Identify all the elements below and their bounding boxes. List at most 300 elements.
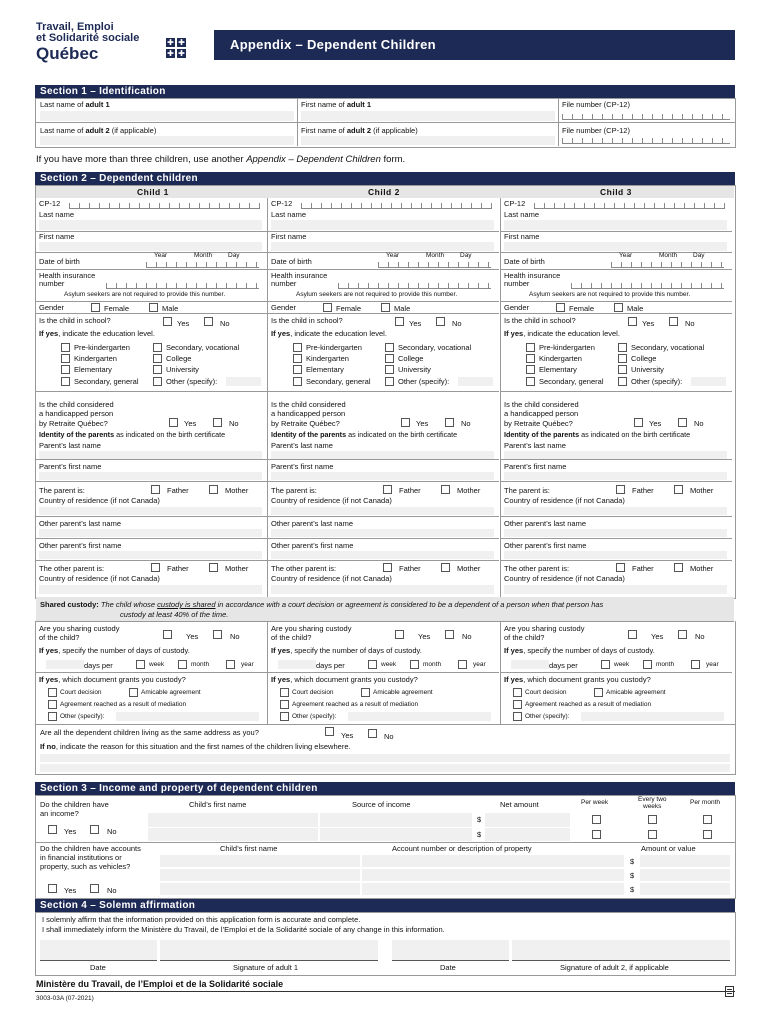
child2-school-yes-checkbox[interactable] [395,317,404,326]
child2-male-checkbox[interactable] [381,303,390,312]
child3-in-school-label: Is the child in school? [504,316,576,325]
income-yes-checkbox[interactable] [48,825,57,834]
child3-other-checkbox[interactable] [618,377,627,386]
child3-secvoc-checkbox[interactable] [618,343,627,352]
child3-other-last-input[interactable] [504,529,727,537]
child1-univ-checkbox[interactable] [153,365,162,374]
custody1-yes-label: Yes [186,632,199,641]
child1-prek-checkbox[interactable] [61,343,70,352]
if-no-reason: If no, indicate the reason for this situation and the first names of the children living elsewhere. [40,742,351,751]
child1-other-label: Other (specify): [166,377,218,386]
child3-parent-last-input[interactable] [504,451,727,459]
child2-country-input[interactable] [271,507,494,515]
footer-form-code: 3003-03A (07-2021) [36,995,94,1002]
child2-school-no-checkbox[interactable] [436,317,445,326]
child2-other-last-input[interactable] [271,529,494,537]
child1-parent-first-input[interactable] [39,472,262,480]
child3-day-label: Day [693,252,705,259]
custody1-year-label: year [241,661,254,668]
child3-parent-is-label: The parent is: [504,486,550,495]
child2-secvoc-checkbox[interactable] [385,343,394,352]
custody1-doc-label: If yes, which document grants you custody? [39,675,186,684]
child2-parent-first-input[interactable] [271,472,494,480]
child2-female-checkbox[interactable] [323,303,332,312]
child3-gender-label: Gender [504,303,530,312]
child2-secvoc-label: Secondary, vocational [398,343,472,352]
custody1-other-label: Other (specify): [60,713,105,720]
custody2-days-label: If yes, specify the number of days of custody. [271,646,422,655]
child3-univ-label: University [631,365,664,374]
custody2-year-checkbox[interactable] [458,660,467,669]
child1-college-label: College [166,354,192,363]
child2-other-father-checkbox[interactable] [383,563,392,572]
child1-other-first-label: Other parent’s first name [39,541,122,550]
child3-kinder-checkbox[interactable] [526,354,535,363]
child2-other-country-label: Country of residence (if not Canada) [271,574,392,583]
child3-parent-father-label: Father [632,486,654,495]
child3-parent-father-checkbox[interactable] [616,485,625,494]
child1-first-name-input[interactable] [39,242,262,251]
child1-other-edu-input[interactable] [226,377,261,386]
accounts-row1-name[interactable] [160,855,360,867]
child1-other-country-input[interactable] [39,585,262,594]
child3-other-mother-checkbox[interactable] [674,563,683,572]
custody2-other-checkbox[interactable] [280,712,289,721]
child3-country-input[interactable] [504,507,727,515]
child1-college-checkbox[interactable] [153,354,162,363]
custody1-court-checkbox[interactable] [48,688,57,697]
child2-last-name-input[interactable] [271,220,494,230]
child1-gender-label: Gender [39,303,65,312]
child1-parent-last-input[interactable] [39,451,262,459]
custody3-week-label: week [614,661,630,668]
child1-handi-no-checkbox[interactable] [213,418,222,427]
child3-cp12-input[interactable] [534,203,725,209]
child2-dob-label: Date of birth [271,257,312,266]
child3-school-no-label: No [685,319,695,328]
child2-header: Child 2 [368,187,400,197]
income-row2-twoweeks[interactable] [648,830,657,839]
custody3-no-label: No [695,632,705,641]
child2-other-checkbox[interactable] [385,377,394,386]
accounts-row1-desc[interactable] [362,855,624,867]
income-question-1: Do the children have [40,800,109,809]
child2-parent-father-label: Father [399,486,421,495]
child2-handi-no-checkbox[interactable] [445,418,454,427]
child2-prek-checkbox[interactable] [293,343,302,352]
child2-other-first-input[interactable] [271,551,494,559]
custody1-no-checkbox[interactable] [213,630,222,639]
child3-other-edu-input[interactable] [691,377,726,386]
custody2-yes-checkbox[interactable] [395,630,404,639]
income-row1-month[interactable] [703,815,712,824]
child3-school-yes-checkbox[interactable] [628,317,637,326]
custody3-mediation-checkbox[interactable] [513,700,522,709]
affirmation-line1: I solemnly affirm that the information provided on this application form is accurate and complete. [42,915,361,924]
custody2-days-input[interactable] [278,660,316,669]
child2-cp12-input[interactable] [301,203,492,209]
child3-other-country-input[interactable] [504,585,727,594]
custody3-amicable-checkbox[interactable] [594,688,603,697]
custody3-doc-label: If yes, which document grants you custody? [504,675,651,684]
child1-last-name-input[interactable] [39,220,262,230]
child3-handi-no-checkbox[interactable] [678,418,687,427]
custody1-days-input[interactable] [46,660,84,669]
child1-male-checkbox[interactable] [149,303,158,312]
income-yes-label: Yes [64,827,77,836]
custody3-year-label: year [706,661,719,668]
accounts-row3-name[interactable] [160,883,360,895]
child3-other-father-checkbox[interactable] [616,563,625,572]
child1-last-name-label: Last name [39,210,75,219]
child3-handi-yes-checkbox[interactable] [634,418,643,427]
signature-adult2-input[interactable] [512,940,730,961]
child3-parent-mother-checkbox[interactable] [674,485,683,494]
child1-cp12-input[interactable] [69,203,260,209]
custody3-month-label: month [656,661,675,668]
custody3-other-checkbox[interactable] [513,712,522,721]
accounts-row2-desc[interactable] [362,869,624,881]
child3-year-label: Year [619,252,633,259]
child2-secgen-label: Secondary, general [306,377,371,386]
child3-parent-first-label: Parent’s first name [504,462,567,471]
child3-school-yes-label: Yes [642,319,655,328]
income-row1-dollar: $ [477,815,482,824]
custody3-no-checkbox[interactable] [678,630,687,639]
same-address-no-label: No [384,732,394,741]
custody2-amicable-checkbox[interactable] [361,688,370,697]
fleur-de-lis-flag-icon: ✚ ✚ ✚ ✚ [167,38,185,58]
custody1-no-label: No [230,632,240,641]
child3-health-label-2: number [504,279,530,288]
accounts-row2-dollar: $ [630,871,635,880]
child2-gender-label: Gender [271,303,297,312]
child1-other-country-label: Country of residence (if not Canada) [39,574,160,583]
income-no-label: No [107,827,117,836]
custody2-week-checkbox[interactable] [368,660,377,669]
custody3-month-checkbox[interactable] [643,660,652,669]
child2-prek-label: Pre-kindergarten [306,343,362,352]
custody3-sharing-label-1: Are you sharing custody [504,624,585,633]
child3-other-first-input[interactable] [504,551,727,559]
child3-last-name-input[interactable] [504,220,727,230]
custody1-amicable-checkbox[interactable] [129,688,138,697]
child1-day-label: Day [228,252,240,259]
child1-dob-input[interactable] [146,262,259,268]
logo-line2: et Solidarité sociale [36,32,140,44]
child1-country-input[interactable] [39,507,262,515]
date-adult2-input[interactable] [392,940,509,961]
last-name-adult2-input[interactable] [40,136,294,145]
custody2-month-checkbox[interactable] [410,660,419,669]
income-row2-name[interactable] [148,828,318,841]
custody3-court-label: Court decision [525,689,567,696]
custody1-year-checkbox[interactable] [226,660,235,669]
income-row1-name[interactable] [148,813,318,827]
child1-other-first-input[interactable] [39,551,262,559]
child3-other-last-label: Other parent’s last name [504,519,586,528]
child2-parent-last-input[interactable] [271,451,494,459]
child2-elem-checkbox[interactable] [293,365,302,374]
child3-other-country-label: Country of residence (if not Canada) [504,574,625,583]
child1-secgen-checkbox[interactable] [61,377,70,386]
child1-health-label-2: number [39,279,65,288]
child2-other-label: Other (specify): [398,377,450,386]
same-address-question: Are all the dependent children living as the same address as you? [40,728,259,737]
child1-month-label: Month [194,252,213,259]
child3-secgen-label: Secondary, general [539,377,604,386]
section1-header: Section 1 – Identification [35,85,735,98]
same-address-no-checkbox[interactable] [368,729,377,738]
child2-other-first-label: Other parent’s first name [271,541,354,550]
child3-edu-level-label: If yes, indicate the education level. [504,329,620,338]
child2-male-label: Male [394,304,411,313]
custody3-days-per-label: days per [549,661,578,670]
child2-college-checkbox[interactable] [385,354,394,363]
custody3-yes-checkbox[interactable] [628,630,637,639]
custody3-other-input[interactable] [581,712,724,721]
child1-school-no-checkbox[interactable] [204,317,213,326]
child3-prek-checkbox[interactable] [526,343,535,352]
child1-first-name-label: First name [39,232,75,241]
child1-handi-yes-label: Yes [184,419,197,428]
custody3-days-input[interactable] [511,660,549,669]
child1-parent-father-label: Father [167,486,189,495]
child3-male-label: Male [627,304,644,313]
child1-handi-label-2: a handicapped person [39,409,114,418]
child3-other-first-label: Other parent’s first name [504,541,587,550]
child2-kinder-label: Kindergarten [306,354,349,363]
child1-parent-mother-checkbox[interactable] [209,485,218,494]
income-row1-source[interactable] [320,813,472,827]
custody3-week-checkbox[interactable] [601,660,610,669]
custody2-mediation-checkbox[interactable] [280,700,289,709]
child3-header: Child 3 [600,187,632,197]
child3-female-checkbox[interactable] [556,303,565,312]
child2-other-mother-checkbox[interactable] [441,563,450,572]
child3-last-name-label: Last name [504,210,540,219]
reason-line-2[interactable] [40,764,730,772]
income-row1-twoweeks[interactable] [648,815,657,824]
child3-first-name-input[interactable] [504,242,727,251]
child2-handi-yes-checkbox[interactable] [401,418,410,427]
custody3-sharing-label-2: of the child? [504,633,545,642]
label-file-number-2: File number (CP-12) [562,126,630,135]
more-children-note: If you have more than three children, use another Appendix – Dependent Children form. [36,154,406,165]
income-col-net: Net amount [500,800,539,809]
child1-handi-no-label: No [229,419,239,428]
child1-other-checkbox[interactable] [153,377,162,386]
custody1-court-label: Court decision [60,689,102,696]
custody1-yes-checkbox[interactable] [163,630,172,639]
child3-handi-yes-label: Yes [649,419,662,428]
child1-elem-checkbox[interactable] [61,365,70,374]
custody1-week-checkbox[interactable] [136,660,145,669]
signature-adult1-input[interactable] [160,940,378,961]
child1-secgen-label: Secondary, general [74,377,139,386]
child1-kinder-checkbox[interactable] [61,354,70,363]
date-adult1-input[interactable] [40,940,157,961]
section3-header: Section 3 – Income and property of dependent children [35,782,735,795]
custody1-month-checkbox[interactable] [178,660,187,669]
child3-handi-label-2: a handicapped person [504,409,579,418]
custody1-days-per-label: days per [84,661,113,670]
income-row1-week[interactable] [592,815,601,824]
custody2-days-per-label: days per [316,661,345,670]
accounts-row3-amount[interactable] [640,883,730,895]
affirmation-line2: I shall immediately inform the Ministère du Travail, de l’Emploi et de la Solidarité sociale of any change in this information. [42,925,445,934]
child3-parent-first-input[interactable] [504,472,727,480]
child3-identity-label: Identity of the parents as indicated on the birth certificate [504,430,691,439]
custody3-amicable-label: Amicable agreement [606,689,666,696]
child1-health-input[interactable] [106,283,259,289]
custody1-mediation-checkbox[interactable] [48,700,57,709]
child3-health-input[interactable] [571,283,724,289]
custody1-other-checkbox[interactable] [48,712,57,721]
child2-kinder-checkbox[interactable] [293,354,302,363]
child1-parent-last-label: Parent’s last name [39,441,101,450]
custody2-doc-label: If yes, which document grants you custody? [271,675,418,684]
child1-female-checkbox[interactable] [91,303,100,312]
accounts-question-1: Do the children have accounts [40,844,141,853]
child2-univ-checkbox[interactable] [385,365,394,374]
child1-other-father-checkbox[interactable] [151,563,160,572]
child1-in-school-label: Is the child in school? [39,316,111,325]
custody2-court-label: Court decision [292,689,334,696]
child2-in-school-label: Is the child in school? [271,316,343,325]
custody2-other-input[interactable] [348,712,491,721]
custody1-other-input[interactable] [116,712,259,721]
child2-other-edu-input[interactable] [458,377,493,386]
child2-school-yes-label: Yes [409,319,422,328]
custody2-sharing-label-1: Are you sharing custody [271,624,352,633]
accounts-question-2: in financial institutions or [40,853,122,862]
custody1-mediation-label: Agreement reached as a result of mediation [60,701,187,708]
child1-school-yes-checkbox[interactable] [163,317,172,326]
custody2-mediation-label: Agreement reached as a result of mediation [292,701,419,708]
child1-other-last-input[interactable] [39,529,262,537]
child1-other-is-label: The other parent is: [39,564,105,573]
child1-school-yes-label: Yes [177,319,190,328]
child3-dob-input[interactable] [611,262,724,268]
income-col-every-two-2: weeks [643,803,662,810]
child2-parent-first-label: Parent’s first name [271,462,334,471]
custody1-month-label: month [191,661,210,668]
income-row2-week[interactable] [592,830,601,839]
first-name-adult2-input[interactable] [301,136,555,145]
section2-header: Section 2 – Dependent children [35,172,735,185]
accounts-no-label: No [107,886,117,895]
custody3-other-label: Other (specify): [525,713,570,720]
accounts-row2-name[interactable] [160,869,360,881]
child3-other-label: Other (specify): [631,377,683,386]
custody3-court-checkbox[interactable] [513,688,522,697]
child3-elem-label: Elementary [539,365,577,374]
custody2-court-checkbox[interactable] [280,688,289,697]
child3-parent-mother-label: Mother [690,486,714,495]
child2-secgen-checkbox[interactable] [293,377,302,386]
custody2-other-label: Other (specify): [292,713,337,720]
child3-secvoc-label: Secondary, vocational [631,343,705,352]
custody3-year-checkbox[interactable] [691,660,700,669]
same-address-yes-checkbox[interactable] [325,727,334,736]
child1-prek-label: Pre-kindergarten [74,343,130,352]
child2-handi-label-1: Is the child considered [271,400,346,409]
custody2-no-checkbox[interactable] [445,630,454,639]
income-row2-dollar: $ [477,830,482,839]
child1-handi-label-1: Is the child considered [39,400,114,409]
custody2-year-label: year [473,661,486,668]
child1-female-label: Female [104,304,130,313]
accounts-question-3: property, such as vehicles? [40,862,131,871]
child1-identity-label: Identity of the parents as indicated on the birth certificate [39,430,226,439]
first-name-adult1-input[interactable] [301,111,555,121]
label-last-name-adult2: Last name of adult 2 (if applicable) [40,126,157,135]
child2-elem-label: Elementary [306,365,344,374]
child1-handi-yes-checkbox[interactable] [169,418,178,427]
income-row1-amount[interactable] [485,813,570,827]
child1-cp12-label: CP-12 [39,199,61,208]
income-row2-source[interactable] [320,828,472,841]
accounts-row3-desc[interactable] [362,883,624,895]
accounts-row2-amount[interactable] [640,869,730,881]
accounts-no-checkbox[interactable] [90,884,99,893]
income-no-checkbox[interactable] [90,825,99,834]
child1-school-no-label: No [220,319,230,328]
child2-last-name-label: Last name [271,210,307,219]
child1-parent-father-checkbox[interactable] [151,485,160,494]
accounts-row1-amount[interactable] [640,855,730,867]
income-row2-month[interactable] [703,830,712,839]
child3-cp12-label: CP-12 [504,199,526,208]
child3-elem-checkbox[interactable] [526,365,535,374]
same-address-yes-label: Yes [341,731,354,740]
child2-parent-mother-checkbox[interactable] [441,485,450,494]
shared-custody-text: Shared custody: The child whose custody is shared in accordance with a court decision or agreement is considered to be a dependent of a person when that person has [40,600,604,609]
child3-univ-checkbox[interactable] [618,365,627,374]
child3-school-no-checkbox[interactable] [669,317,678,326]
accounts-col-amount: Amount or value [641,844,696,853]
child3-handi-no-label: No [694,419,704,428]
child2-female-label: Female [336,304,362,313]
reason-line-1[interactable] [40,754,730,762]
child2-first-name-input[interactable] [271,242,494,251]
child2-other-country-input[interactable] [271,585,494,594]
file-number-2-input[interactable] [562,138,730,144]
child3-parent-last-label: Parent’s last name [504,441,566,450]
child3-asylum-note: Asylum seekers are not required to provide this number. [529,291,691,298]
child3-secgen-checkbox[interactable] [526,377,535,386]
child2-parent-father-checkbox[interactable] [383,485,392,494]
child1-header: Child 1 [137,187,169,197]
income-row2-amount[interactable] [485,828,570,841]
custody1-week-label: week [149,661,165,668]
child3-male-checkbox[interactable] [614,303,623,312]
child1-other-mother-checkbox[interactable] [209,563,218,572]
logo-line1: Travail, Emploi [36,21,114,33]
child1-edu-level-label: If yes, indicate the education level. [39,329,155,338]
child2-health-input[interactable] [338,283,491,289]
child1-secvoc-checkbox[interactable] [153,343,162,352]
child3-health-label-1: Health insurance [504,271,561,280]
file-number-1-input[interactable] [562,114,730,120]
accounts-yes-checkbox[interactable] [48,884,57,893]
child2-year-label: Year [386,252,400,259]
child3-college-checkbox[interactable] [618,354,627,363]
income-col-per-week: Per week [581,799,609,806]
child2-dob-input[interactable] [378,262,491,268]
last-name-adult1-input[interactable] [40,111,294,121]
